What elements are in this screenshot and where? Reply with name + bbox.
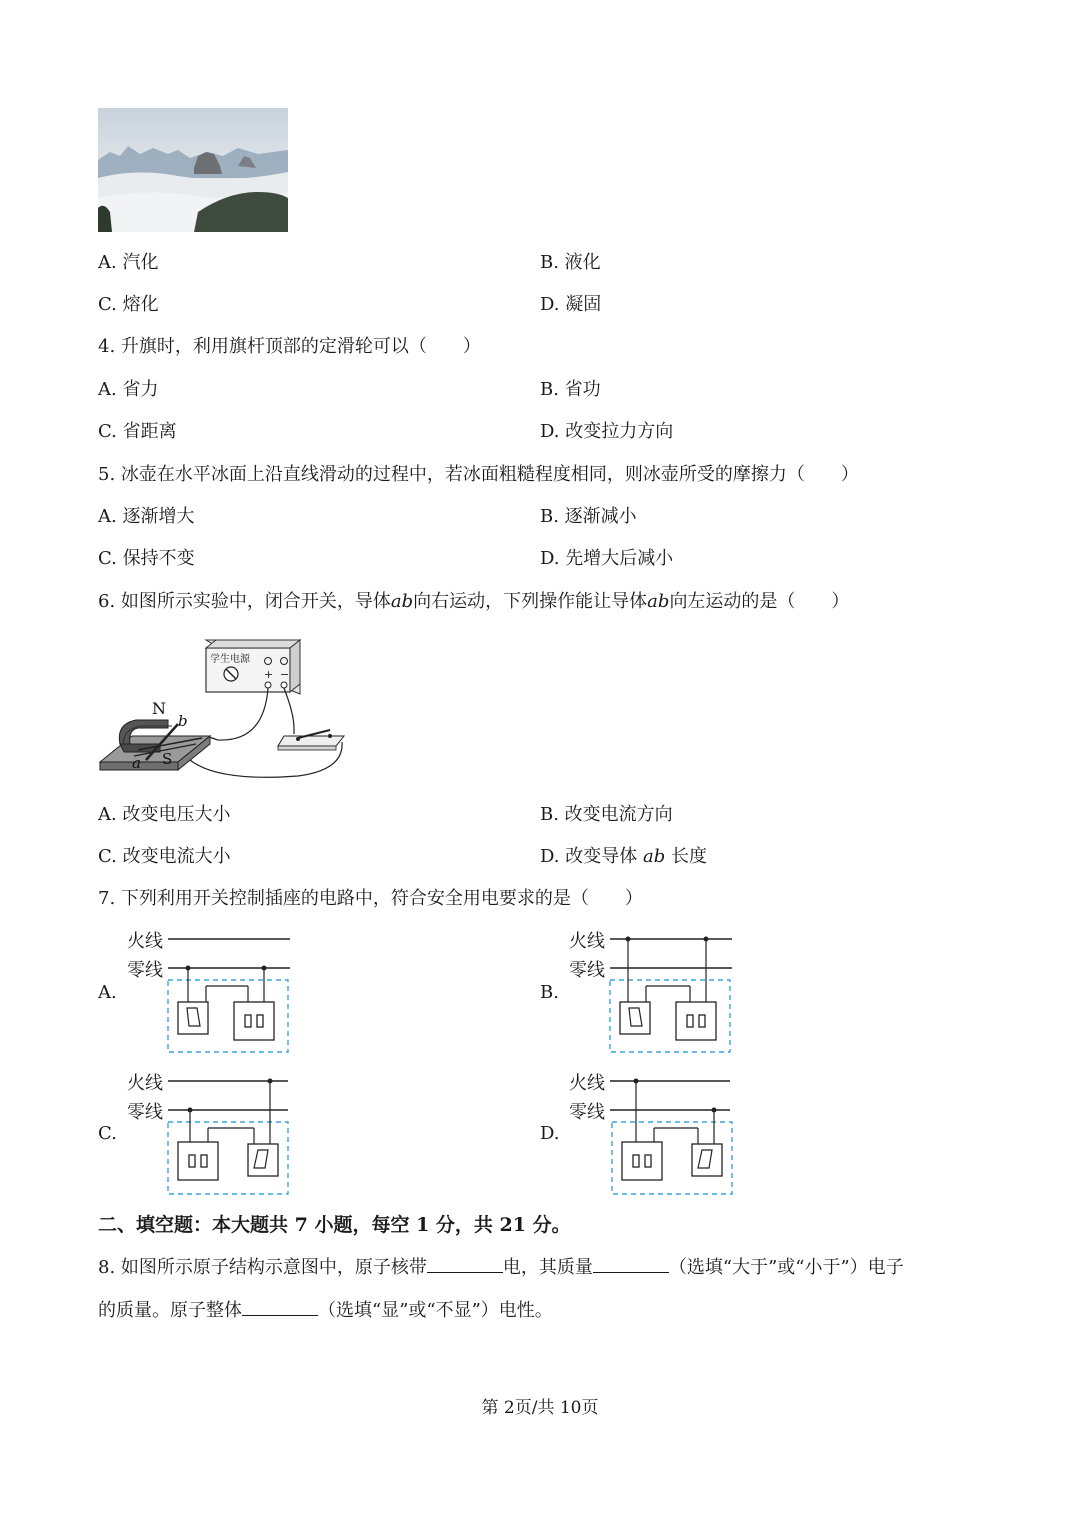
q6-option-d-prefix: D. 改变导体 xyxy=(540,846,638,867)
q5-option-d[interactable]: D. 先增大后减小 xyxy=(540,548,674,569)
q4-option-d[interactable]: D. 改变拉力方向 xyxy=(540,421,674,442)
q7-option-d-letter[interactable]: D. xyxy=(540,1123,560,1144)
q6-stem xyxy=(98,589,849,615)
q6-option-d[interactable] xyxy=(540,844,707,870)
q8-text-4: 的质量。原子整体 xyxy=(98,1300,242,1321)
q3-option-d[interactable]: D. 凝固 xyxy=(540,294,602,315)
q7-circuit-a[interactable] xyxy=(166,928,296,1056)
q3-option-c[interactable]: C. 熔化 xyxy=(98,294,159,315)
q6-option-a[interactable]: A. 改变电压大小 xyxy=(98,804,231,825)
q7-a-live-label: 火线 xyxy=(127,931,163,952)
section-2-heading: 二、填空题：本大题共 7 小题，每空 1 分，共 21 分。 xyxy=(98,1214,571,1236)
q6-var-ab-1: ab xyxy=(390,591,414,612)
q6-option-c[interactable]: C. 改变电流大小 xyxy=(98,846,231,867)
pole-s-label: S xyxy=(162,750,173,768)
q7-d-live-label: 火线 xyxy=(569,1073,605,1094)
q7-option-b-letter[interactable]: B. xyxy=(540,982,559,1003)
q6-var-ab-2: ab xyxy=(647,591,670,612)
q8-text-3: （选填“大于”或“小于”）电子 xyxy=(668,1257,904,1278)
q6-option-d-var: ab xyxy=(642,846,666,867)
q4-option-a[interactable]: A. 省力 xyxy=(98,379,159,400)
power-label: 学生电源 xyxy=(210,654,250,665)
minus-terminal-label: − xyxy=(280,668,290,681)
q7-d-neutral-label: 零线 xyxy=(569,1102,605,1123)
q5-option-b[interactable]: B. 逐渐减小 xyxy=(540,506,637,527)
q3-option-a[interactable]: A. 汽化 xyxy=(98,252,159,273)
q7-a-neutral-label: 零线 xyxy=(127,960,163,981)
q8-blank-2[interactable] xyxy=(593,1254,669,1273)
q6-option-b[interactable]: B. 改变电流方向 xyxy=(540,804,673,825)
q3-option-b[interactable]: B. 液化 xyxy=(540,252,601,273)
q8-blank-1[interactable] xyxy=(427,1254,503,1273)
q7-b-live-label: 火线 xyxy=(569,931,605,952)
q7-option-a-letter[interactable]: A. xyxy=(98,982,117,1003)
q8-text-1: 8. 如图所示原子结构示意图中，原子核带 xyxy=(98,1257,427,1278)
q7-c-neutral-label: 零线 xyxy=(127,1102,163,1123)
q5-option-a[interactable]: A. 逐渐增大 xyxy=(98,506,195,527)
q8-line-1 xyxy=(98,1254,904,1281)
q7-c-live-label: 火线 xyxy=(127,1073,163,1094)
q7-circuit-b[interactable] xyxy=(608,928,738,1056)
q4-option-b[interactable]: B. 省功 xyxy=(540,379,601,400)
q6-stem-part3: 向左运动的是（ ） xyxy=(669,591,850,612)
q8-text-2: 电，其质量 xyxy=(502,1257,593,1278)
q7-option-c-letter[interactable]: C. xyxy=(98,1123,117,1144)
electromagnetic-experiment-figure xyxy=(98,632,358,780)
q7-circuit-d[interactable] xyxy=(608,1070,738,1198)
q7-b-neutral-label: 零线 xyxy=(569,960,605,981)
q8-line-2 xyxy=(98,1297,553,1324)
q7-stem: 7. 下列利用开关控制插座的电路中，符合安全用电要求的是（ ） xyxy=(98,888,643,909)
q8-blank-3[interactable] xyxy=(242,1297,318,1316)
socket-icon xyxy=(622,1142,662,1180)
q5-stem: 5. 冰壶在水平冰面上沿直线滑动的过程中，若冰面粗糙程度相同，则冰壶所受的摩擦力（ ） xyxy=(98,464,859,485)
end-b-label: b xyxy=(178,712,188,730)
page-number-footer: 第 2页/共 10页 xyxy=(481,1398,599,1418)
socket-icon xyxy=(234,1002,274,1040)
q6-option-d-suffix: 长度 xyxy=(670,846,707,867)
q4-stem: 4. 升旗时，利用旗杆顶部的定滑轮可以（ ） xyxy=(98,336,481,357)
q8-text-5: （选填“显”或“不显”）电性。 xyxy=(318,1300,553,1321)
socket-icon xyxy=(178,1142,218,1180)
socket-icon xyxy=(676,1002,716,1040)
end-a-label: a xyxy=(132,754,141,772)
q6-stem-part2: 向右运动，下列操作能让导体 xyxy=(413,591,648,612)
q7-circuit-c[interactable] xyxy=(166,1070,296,1198)
pole-n-label: N xyxy=(152,699,166,718)
q4-option-c[interactable]: C. 省距离 xyxy=(98,421,177,442)
mist-mountain-photo xyxy=(98,108,288,232)
q6-stem-part1: 6. 如图所示实验中，闭合开关，导体 xyxy=(98,591,391,612)
plus-terminal-label: + xyxy=(264,668,274,681)
q5-option-c[interactable]: C. 保持不变 xyxy=(98,548,195,569)
